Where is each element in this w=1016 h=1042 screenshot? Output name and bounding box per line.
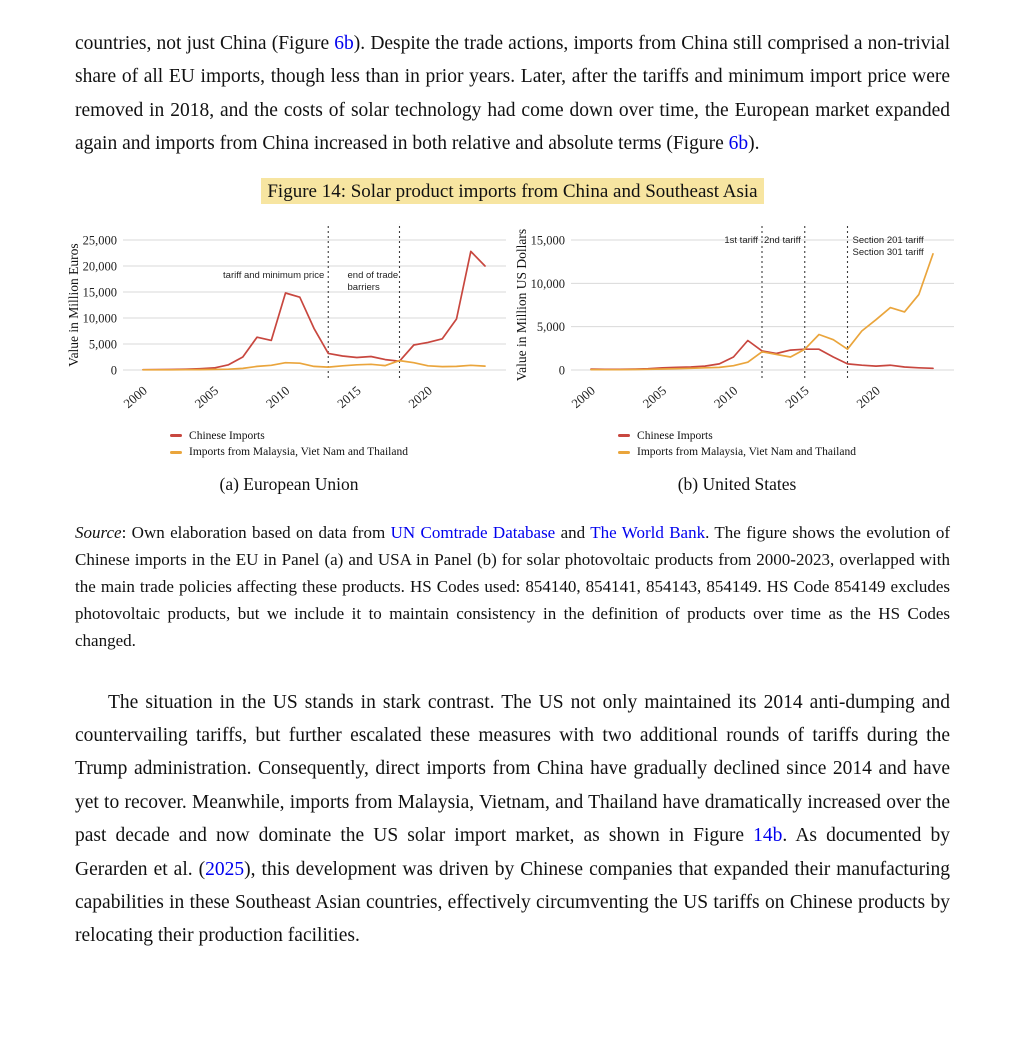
y-tick-label: 25,000 <box>82 233 117 248</box>
legend-european-union <box>170 428 408 461</box>
paragraph-bottom <box>75 686 950 953</box>
legend-label: Chinese Imports <box>189 429 265 442</box>
x-tick-label: 2010 <box>710 382 741 411</box>
figure-14 <box>65 218 950 495</box>
legend-item-chinese-imports <box>170 428 408 445</box>
sea-imports-swatch-icon <box>618 451 630 454</box>
policy-annotation: 1st tariff <box>724 234 758 246</box>
y-tick-label: 0 <box>558 363 565 378</box>
caption-panel-b: (b) United States <box>677 473 797 494</box>
policy-annotation: tariff and minimum price <box>223 269 325 281</box>
x-tick-label: 2020 <box>405 382 435 411</box>
chart-united-states <box>513 218 961 416</box>
x-tick-label: 2005 <box>191 382 222 411</box>
series-line-chinese-imports <box>591 340 933 369</box>
y-tick-label: 15,000 <box>530 233 565 248</box>
figure-title-highlight: Figure 14: Solar product imports from China and Southeast Asia <box>261 178 763 204</box>
x-tick-label: 2015 <box>782 382 812 411</box>
legend-item-chinese-imports <box>618 428 856 445</box>
figure-6b-link[interactable]: 6b <box>728 133 749 155</box>
sea-imports-swatch-icon <box>170 451 182 454</box>
paragraph-bottom-text: . As documented by Gerarden et al. ( <box>75 825 950 880</box>
policy-annotation: barriers <box>347 281 380 293</box>
world-bank-link[interactable]: The World Bank <box>590 522 706 542</box>
y-tick-label: 5,000 <box>88 337 117 352</box>
y-tick-label: 0 <box>110 363 117 378</box>
y-tick-label: 20,000 <box>82 259 117 274</box>
x-tick-label: 2020 <box>853 382 883 411</box>
chart-european-union <box>65 218 513 416</box>
y-tick-label: 10,000 <box>82 311 117 326</box>
chinese-imports-swatch-icon <box>170 434 182 437</box>
source-note-text: : Own elaboration based on data from <box>121 522 391 542</box>
x-tick-label: 2010 <box>262 382 293 411</box>
y-tick-label: 10,000 <box>530 276 565 291</box>
source-note <box>75 519 950 655</box>
source-note-text: . The figure shows the evolution of Chinese imports in the EU in Panel (a) and USA in Panel (b) for solar photovoltaic products from 2000-2023, overlapped with the main trade policies affecting these products. HS Codes used: 854140, 854141, 854143, 854149. HS Code 854149 excludes photovoltaic products, but we include it to maintain consistency in the definition of products over time as the HS Codes changed. <box>75 522 951 651</box>
y-axis-title: Value in Million US Dollars <box>514 228 529 381</box>
policy-annotation: Section 201 tariff <box>852 234 924 246</box>
x-tick-label: 2000 <box>568 382 598 411</box>
panel-european-union <box>65 218 513 495</box>
legend-item-sea-imports <box>618 444 856 461</box>
figure-title <box>75 181 950 203</box>
legend-label: Chinese Imports <box>637 429 713 442</box>
legend-united-states <box>618 428 856 461</box>
paragraph-top-text: ). <box>748 133 760 155</box>
figure-14b-link[interactable]: 14b <box>753 825 783 847</box>
y-tick-label: 5,000 <box>536 319 565 334</box>
paragraph-top-text: ). Despite the trade actions, imports from China still comprised a non-trivial share of all EU imports, though less than in prior years. Later, after the tariffs and minimum import price were removed in 2018, and the costs of solar technology had come down over time, the European market expanded again and imports from China increased in both relative and absolute terms (Figure <box>75 33 950 155</box>
panel-united-states <box>513 218 961 495</box>
paragraph-bottom-text: The situation in the US stands in stark contrast. The US not only maintained its 2014 anti-dumping and countervailing tariffs, but further escalated these measures with two additional rounds of tariffs during the Trump administration. Consequently, direct imports from China have gradually declined since 2014 and have yet to recover. Meanwhile, imports from Malaysia, Vietnam, and Thailand have dramatically increased over the past decade and now dominate the US solar import market, as shown in Figure <box>75 691 950 847</box>
x-tick-label: 2000 <box>120 382 150 411</box>
paragraph-top <box>75 27 950 161</box>
policy-annotation: end of trade <box>347 269 399 281</box>
source-note-text: and <box>555 522 591 542</box>
un-comtrade-link[interactable]: UN Comtrade Database <box>390 522 556 542</box>
legend-item-sea-imports <box>170 444 408 461</box>
policy-annotation: Section 301 tariff <box>852 246 924 258</box>
y-axis-title: Value in Million Euros <box>66 242 81 367</box>
chinese-imports-swatch-icon <box>618 434 630 437</box>
x-tick-label: 2015 <box>334 382 364 411</box>
figure-6b-link[interactable]: 6b <box>334 33 354 54</box>
x-tick-label: 2005 <box>639 382 670 411</box>
policy-annotation: 2nd tariff <box>763 234 801 246</box>
source-label: Source <box>75 522 122 542</box>
paragraph-bottom-text: ), this development was driven by Chinese companies that expanded their manufacturing capabilities in these Southeast Asian countries, effectively circumventing the US tariffs on Chinese products by relocating their production facilities. <box>75 858 950 947</box>
y-tick-label: 15,000 <box>82 285 117 300</box>
gerarden-2025-link[interactable]: 2025 <box>205 858 245 880</box>
legend-label: Imports from Malaysia, Viet Nam and Thailand <box>637 446 856 459</box>
legend-label: Imports from Malaysia, Viet Nam and Thailand <box>189 446 408 459</box>
caption-panel-a: (a) European Union <box>219 473 359 494</box>
paragraph-top-text: countries, not just China (Figure <box>75 33 335 54</box>
